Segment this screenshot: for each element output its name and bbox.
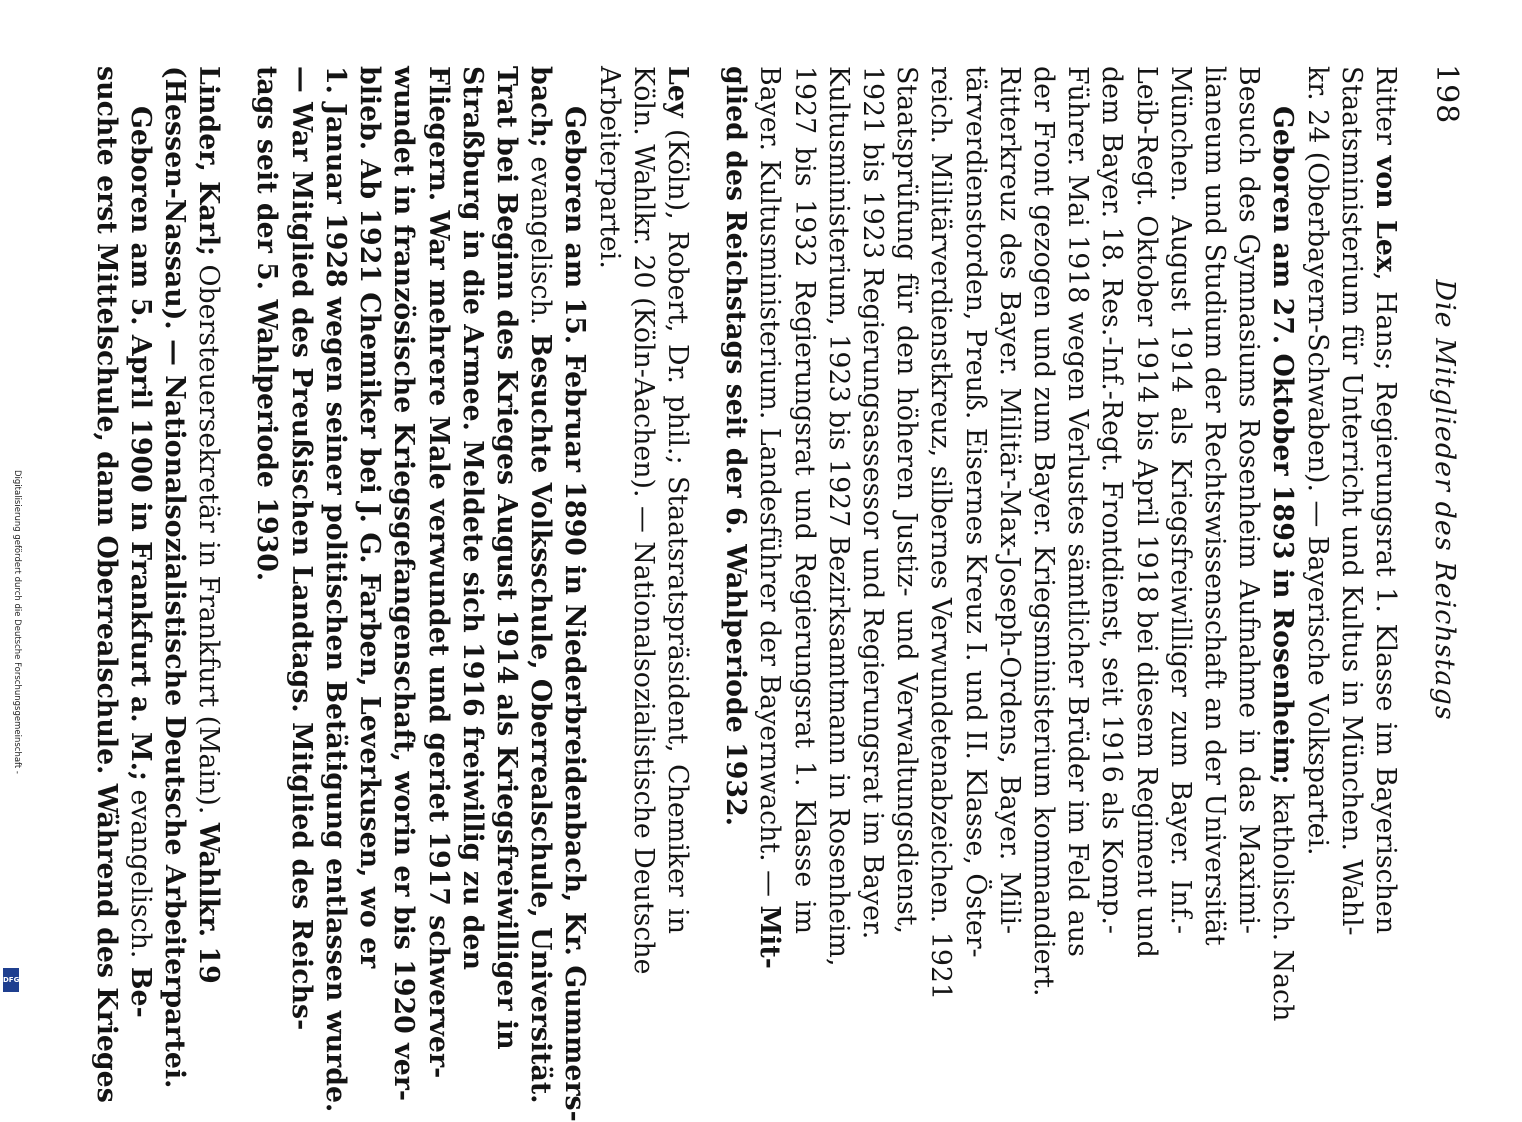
- text-line: 1921 bis 1923 Regierungsassessor und Regierungsrat im Bayer.: [856, 66, 888, 940]
- text-line: Besuch des Gymnasiums Rosenheim Aufnahme in das Maximi-: [1233, 66, 1265, 934]
- digitization-note: [2, 470, 24, 990]
- text-line: [318, 66, 352, 1113]
- text-line: [88, 66, 122, 1103]
- text-line: dem Bayer. 18. Res.-Inf.-Regt. Frontdienst, seit 1916 als Komp.-: [1096, 66, 1128, 934]
- text-line: kr. 24 (Oberbayern-Schwaben). — Bayerische Volkspartei.: [1301, 66, 1333, 856]
- bold-text: 1. Januar 1928 wegen seiner politischen Betätigung entlassen wurde.: [319, 66, 351, 1113]
- bold-text: Trat bei Beginn des Krieges August 1914 als Kriegsfreiwilliger in: [490, 66, 522, 1050]
- text-line: [386, 66, 420, 1101]
- bold-text: Fliegern. War mehrere Male verwundet und geriet 1917 schwerver-: [422, 66, 454, 1079]
- bold-text: (Hessen-Nassau). — Nationalsozialistische Deutsche Arbeiterpartei.: [159, 66, 191, 1089]
- text-line: [718, 66, 752, 934]
- page-body: [64, 66, 1402, 1122]
- bold-text: Ley: [661, 66, 693, 118]
- bold-text: Geboren am 5. April 1900 in Frankfurt a. M.;: [124, 106, 156, 781]
- text-line: [420, 66, 454, 1079]
- text-line: bach; evangelisch. Besuchte Volksschule, Oberrealschule, Universität.: [525, 66, 557, 1104]
- text-line: [157, 66, 191, 1089]
- text-line: Staatsprüfung für den höheren Justiz- und Verwaltungsdienst,: [891, 66, 923, 934]
- text-line: München. August 1914 als Kriegsfreiwilliger zum Bayer. Inf.-: [1164, 66, 1196, 934]
- bold-text: wundet in französische Kriegsgefangenschaft, worin er bis 1920 ver-: [388, 66, 420, 1101]
- text-line: Geboren am 27. Oktober 1893 in Rosenheim; katholisch. Nach: [1267, 106, 1299, 1022]
- text-line: Kultusministerium, 1923 bis 1927 Bezirksamtmann in Rosenheim,: [822, 66, 854, 967]
- bold-text: tags seit der 5. Wahlperiode 1930.: [251, 66, 283, 582]
- biography-entry: [88, 66, 225, 1103]
- text-line: 1927 bis 1932 Regierungsrat und Regierungsrat 1. Klasse im: [788, 66, 820, 934]
- biography-entry: [249, 66, 694, 1122]
- page-header: [1420, 60, 1468, 940]
- bold-text: Mit-: [754, 905, 786, 969]
- bold-text: Straßburg in die Armee. Meldete sich 1916 freiwillig zu den: [456, 66, 488, 971]
- bold-text: — War Mitglied des Preußischen Landtags. Mitglied des Reichs-: [285, 66, 317, 1031]
- text-line: [284, 66, 318, 1031]
- text-line: [489, 66, 523, 1050]
- bold-text: Linder, Karl;: [193, 66, 225, 256]
- bold-text: Geboren am 15. Februar 1890 in Niederbreidenbach, Kr. Gummers-: [559, 106, 591, 1122]
- dfg-logo: DFG: [3, 968, 19, 992]
- text-line: lianeum und Studium der Rechtswissenschaft an der Universität: [1198, 66, 1230, 946]
- bold-text: suchte erst Mittelschule, dann Oberrealschule. Während des Krieges: [90, 66, 122, 1103]
- text-line: reich. Militärverdienstkreuz, silbernes Verwundetenabzeichen. 1921: [925, 66, 957, 1001]
- bold-text: blieb. Ab 1921 Chemiker bei J. G. Farben, Leverkusen, wo er: [354, 66, 386, 969]
- text-line: Linder, Karl; Obersteuersekretär in Frankfurt (Main). Wahlkr. 19: [193, 66, 225, 984]
- running-title: Die Mitglieder des Reichstags: [1429, 279, 1460, 721]
- text-line: Ley (Köln), Robert, Dr. phil.; Staatsratspräsident, Chemiker in: [661, 66, 693, 934]
- text-line: Geboren am 5. April 1900 in Frankfurt a. M.; evangelisch. Be-: [124, 106, 156, 1018]
- text-line: Staatsministerium für Unterricht und Kultus in München. Wahl-: [1335, 66, 1367, 936]
- text-line: Ritterkreuz des Bayer. Militär-Max-Joseph-Ordens, Bayer. Mili-: [993, 66, 1025, 934]
- bold-text: bach;: [525, 66, 557, 148]
- text-line: [557, 66, 591, 1122]
- text-line: Köln. Wahlkr. 20 (Köln-Aachen). — Nationalsozialistische Deutsche: [627, 66, 659, 975]
- text-line: Leib-Regt. Oktober 1914 bis April 1918 bei diesem Regiment und: [1130, 66, 1162, 958]
- bold-text: glied des Reichstags seit der 6. Wahlperiode 1932.: [720, 66, 752, 827]
- text-line: Ritter von Lex, Hans; Regierungsrat 1. Klasse im Bayerischen: [1370, 66, 1401, 934]
- bold-text: Wahlkr. 19: [193, 822, 225, 984]
- text-line: Führer. Mai 1918 wegen Verlustes sämtlicher Brüder im Feld aus: [1062, 66, 1094, 957]
- text-line: der Front gezogen und zum Bayer. Kriegsministerium kommandiert.: [1027, 66, 1059, 997]
- page-number: 198: [1429, 64, 1464, 125]
- bold-text: von Lex: [1370, 155, 1401, 272]
- text-line: Bayer. Kultusministerium. Landesführer der Bayernwacht. — Mit-: [754, 66, 786, 969]
- digitization-note-text: Digitalisierung gefördert durch die Deutsche Forschungsgemeinschaft -: [12, 470, 22, 774]
- bold-text: Be-: [124, 966, 156, 1018]
- bold-text: Besuchte Volksschule, Oberrealschule, Universität.: [525, 333, 557, 1104]
- biography-entry: [718, 66, 1402, 1022]
- text-line: [455, 66, 489, 971]
- text-line: Arbeiterpartei.: [593, 66, 625, 269]
- text-line: [352, 66, 386, 969]
- bold-text: Geboren am 27. Oktober 1893 in Rosenheim;: [1267, 106, 1299, 785]
- text-line: tärverdienstorden, Preuß. Eisernes Kreuz I. und II. Klasse, Öster-: [959, 66, 991, 958]
- text-line: [249, 66, 283, 934]
